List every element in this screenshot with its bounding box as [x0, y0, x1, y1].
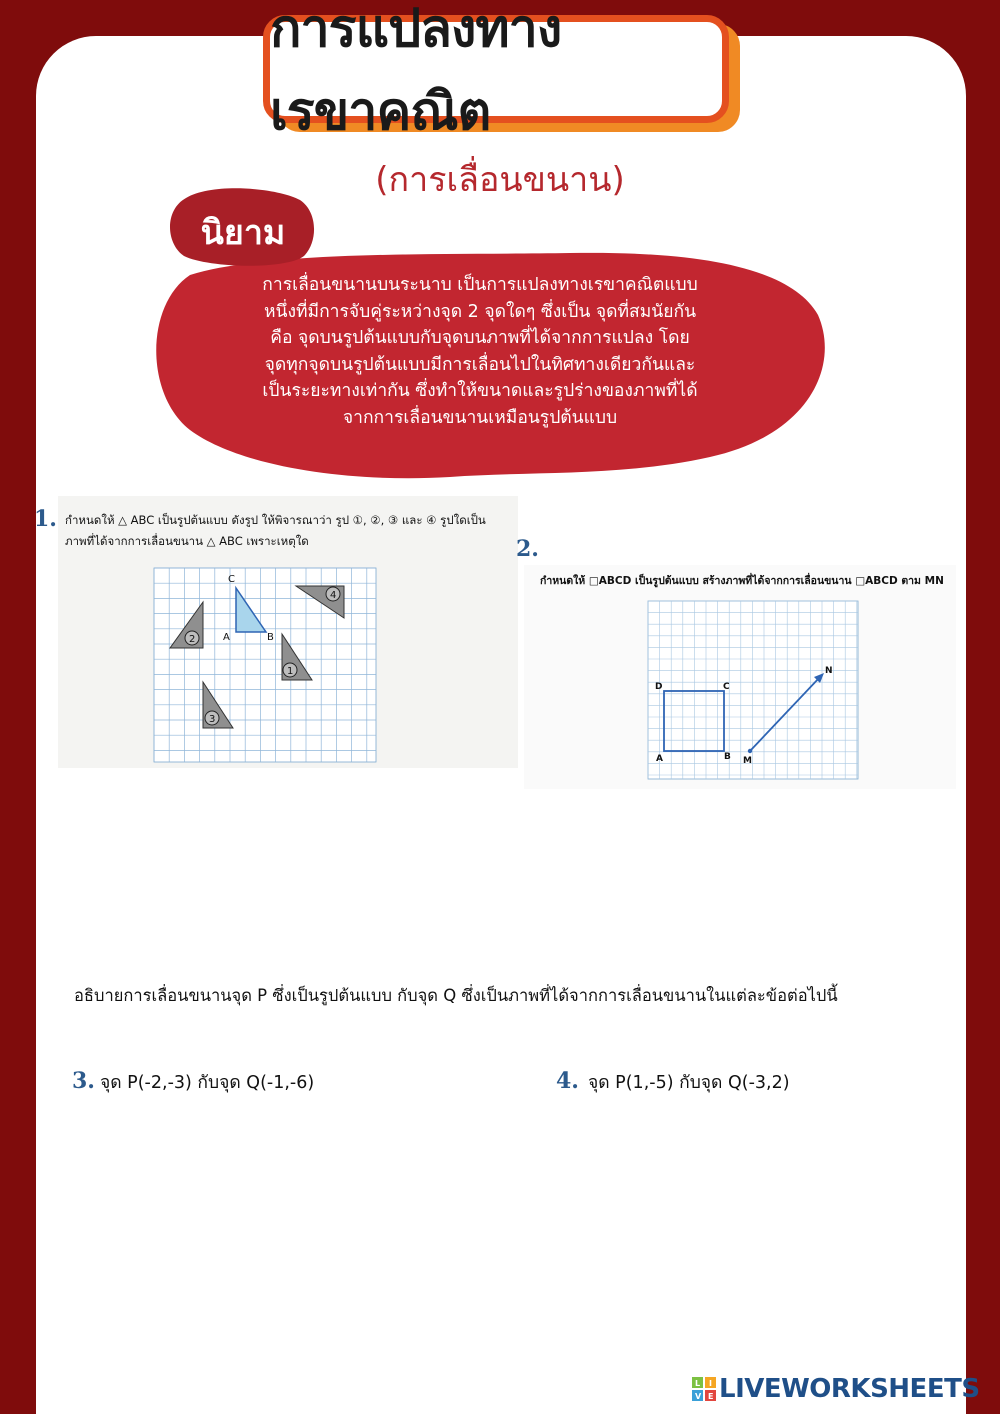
label-a2: A	[656, 754, 663, 764]
liveworksheets-icon	[692, 1377, 716, 1401]
brand-logo[interactable]	[692, 1374, 980, 1404]
question3-text: จุด P(-2,-3) กับจุด Q(-1,-6)	[100, 1073, 315, 1093]
definition-text	[180, 272, 780, 431]
question1-line: ภาพที่ได้จากการเลื่อนขนาน △ ABC เพราะเหตุใด	[65, 534, 309, 548]
question2-text: กำหนดให้ □ABCD เป็นรูปต้นแบบ สร้างภาพที่ได้จากการเลื่อนขนาน □ABCD ตาม MN	[540, 575, 944, 587]
brand-name: LIVEWORKSHEETS	[719, 1374, 980, 1404]
definition-line: จุดทุกจุดบนรูปต้นแบบมีการเลื่อนไปในทิศทางเดียวกันและ	[264, 354, 696, 375]
definition-line: เป็นระยะทางเท่ากัน ซึ่งทำให้ขนาดและรูปร่างของภาพที่ได้	[262, 381, 698, 401]
question3-number: 3.	[72, 1068, 95, 1094]
label-c2: C	[723, 682, 730, 692]
label-t1: 1	[287, 666, 294, 677]
label-a: A	[223, 632, 230, 643]
question1-line: กำหนดให้ △ ABC เป็นรูปต้นแบบ ดังรูป ให้พิจารณาว่า รูป ①, ②, ③ และ ④ รูปใดเป็น	[65, 513, 486, 527]
question4-text: จุด P(1,-5) กับจุด Q(-3,2)	[588, 1073, 790, 1093]
icon-letter: V	[695, 1392, 702, 1401]
label-t4: 4	[330, 590, 337, 601]
icon-letter: E	[708, 1392, 714, 1401]
title-box	[263, 0, 729, 142]
icon-letter: L	[695, 1379, 701, 1388]
page-title: การแปลงทางเรขาคณิต	[270, 0, 562, 142]
definition-line: จากการเลื่อนขนานเหมือนรูปต้นแบบ	[342, 407, 618, 428]
question2-scan	[524, 565, 956, 789]
page-subtitle: (การเลื่อนขนาน)	[375, 160, 625, 200]
question2-number: 2.	[516, 536, 539, 562]
question1-number: 1.	[34, 506, 57, 532]
label-b: B	[267, 632, 274, 643]
instruction-text: อธิบายการเลื่อนขนานจุด P ซึ่งเป็นรูปต้นแบบ กับจุด Q ซึ่งเป็นภาพที่ได้จากการเลื่อนขนานในแต่ละข้อต่อไปนี้	[74, 986, 838, 1005]
definition-label: นิยาม	[200, 213, 286, 253]
label-n: N	[825, 666, 833, 676]
icon-letter: I	[709, 1379, 712, 1388]
label-m: M	[743, 756, 752, 766]
question2-figure	[524, 565, 956, 789]
label-t3: 3	[209, 714, 216, 725]
question4-number: 4.	[556, 1068, 579, 1094]
label-c: C	[228, 574, 235, 585]
label-d: D	[655, 682, 663, 692]
question1-text	[65, 510, 515, 552]
definition-line: หนึ่งที่มีการจับคู่ระหว่างจุด 2 จุดใดๆ ซึ่งเป็น จุดที่สมนัยกัน	[263, 301, 697, 322]
definition-line: คือ จุดบนรูปต้นแบบกับจุดบนภาพที่ได้จากการแปลง โดย	[270, 328, 690, 348]
label-b2: B	[724, 752, 731, 762]
label-t2: 2	[189, 634, 196, 645]
definition-line: การเลื่อนขนานบนระนาบ เป็นการแปลงทางเรขาคณิตแบบ	[262, 275, 698, 295]
